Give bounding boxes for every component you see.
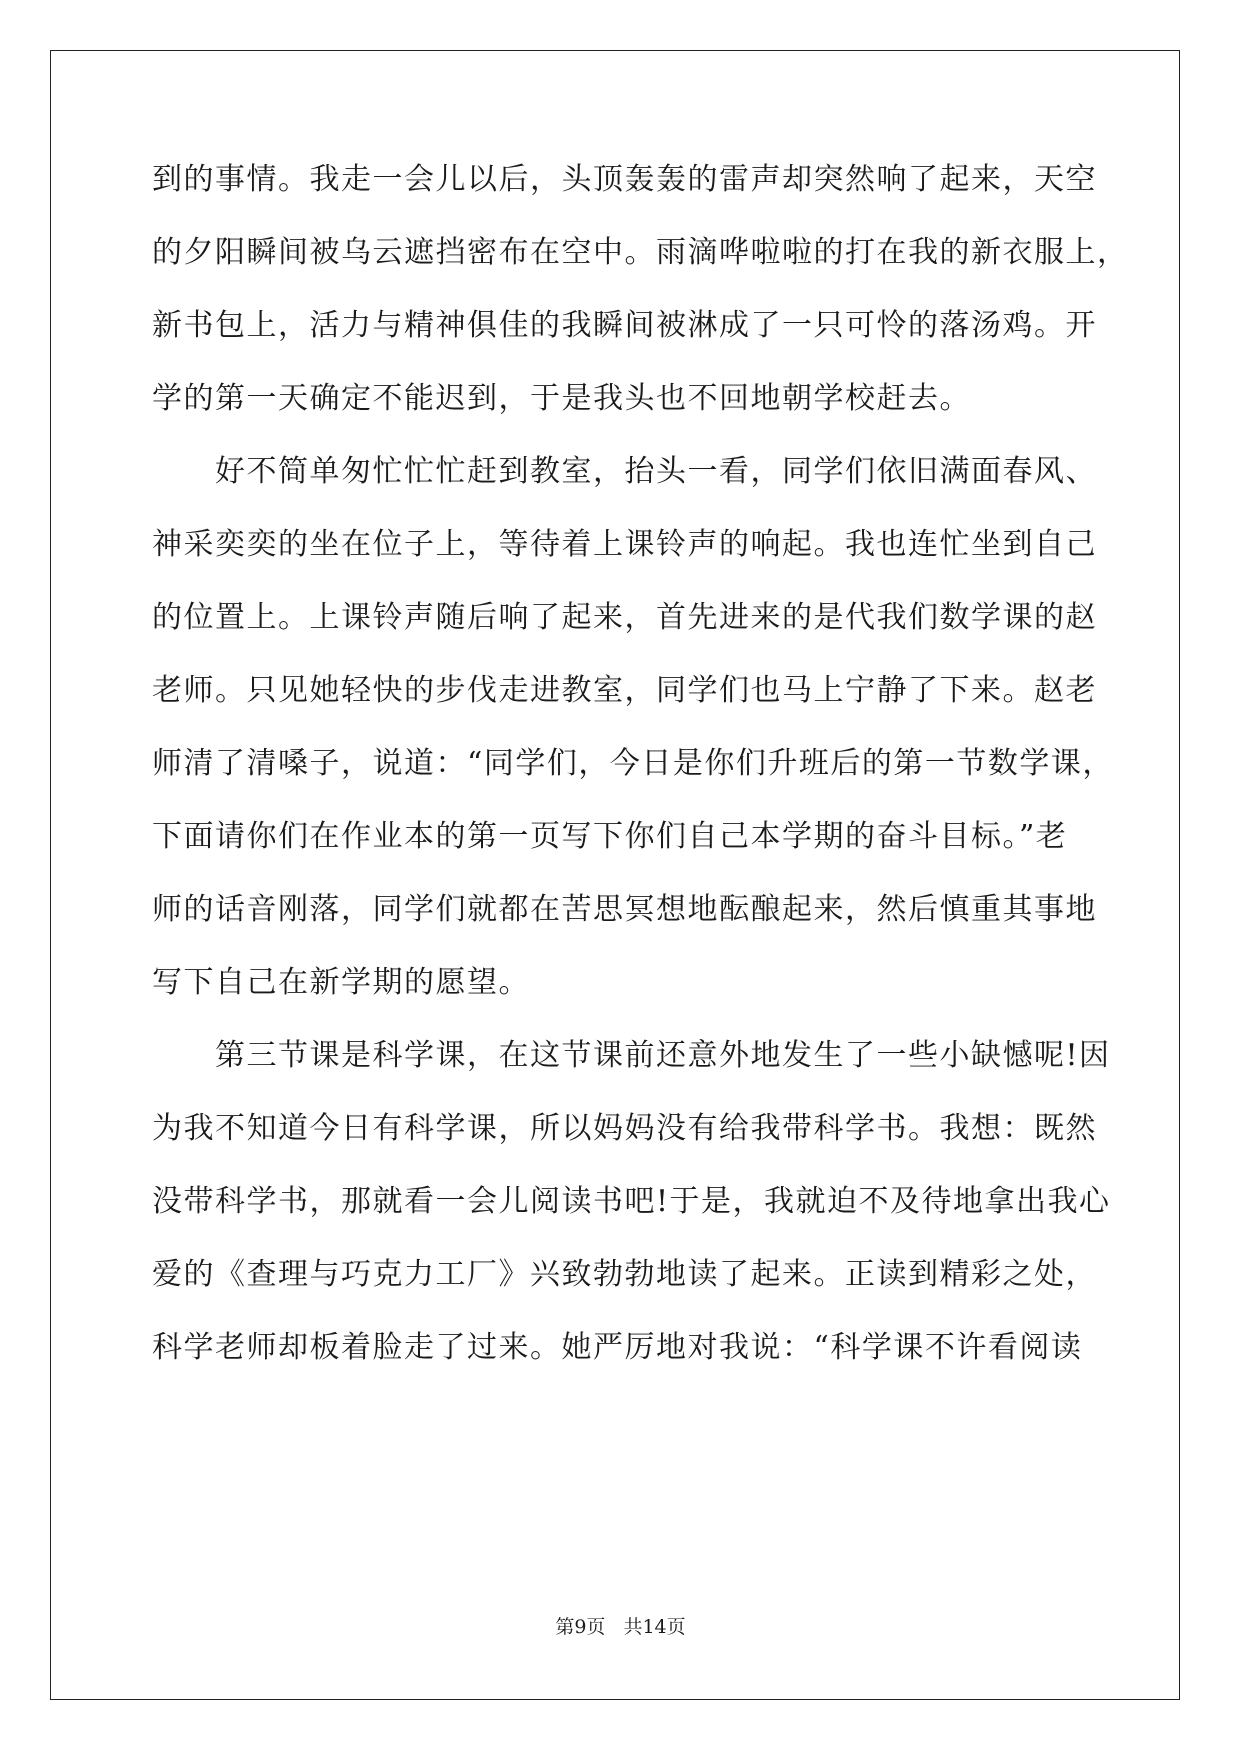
text-line: 师的话音刚落，同学们就都在苦思冥想地酝酿起来，然后慎重其事地 [152,892,1097,927]
page-footer [0,1612,1241,1639]
page-number: 第9页 [555,1616,606,1638]
text-line: 学的第一天确定不能迟到，于是我头也不回地朝学校赶去。 [152,381,971,416]
text-line: 没带科学书，那就看一会儿阅读书吧!于是，我就迫不及待地拿出我心 [152,1184,1111,1219]
text-line: 的夕阳瞬间被乌云遮挡密布在空中。雨滴哗啦啦的打在我的新衣服上， [152,235,1129,270]
text-line: 写下自己在新学期的愿望。 [152,965,530,1000]
text-line: 第三节课是科学课，在这节课前还意外地发生了一些小缺憾呢!因 [152,1038,1111,1073]
text-line: 到的事情。我走一会儿以后，头顶轰轰的雷声却突然响了起来，天空 [152,162,1097,197]
text-line: 好不简单匆忙忙忙赶到教室，抬头一看，同学们依旧满面春风、 [152,454,1097,489]
text-line: 神采奕奕的坐在位子上，等待着上课铃声的响起。我也连忙坐到自己 [152,527,1097,562]
text-line: 的位置上。上课铃声随后响了起来，首先进来的是代我们数学课的赵 [152,600,1097,635]
text-line: 老师。只见她轻快的步伐走进教室，同学们也马上宁静了下来。赵老 [152,673,1097,708]
text-line: 新书包上，活力与精神俱佳的我瞬间被淋成了一只可怜的落汤鸡。开 [152,308,1097,343]
text-line: 师清了清嗓子，说道：“同学们，今日是你们升班后的第一节数学课， [152,746,1114,781]
text-line: 为我不知道今日有科学课，所以妈妈没有给我带科学书。我想：既然 [152,1111,1097,1146]
page-total: 共14页 [623,1616,686,1638]
text-line: 下面请你们在作业本的第一页写下你们自己本学期的奋斗目标。”老 [152,819,1068,854]
text-line: 科学老师却板着脸走了过来。她严厉地对我说：“科学课不许看阅读 [152,1330,1083,1365]
text-line: 爱的《查理与巧克力工厂》兴致勃勃地读了起来。正读到精彩之处， [152,1257,1097,1292]
page-border [50,50,1180,1700]
